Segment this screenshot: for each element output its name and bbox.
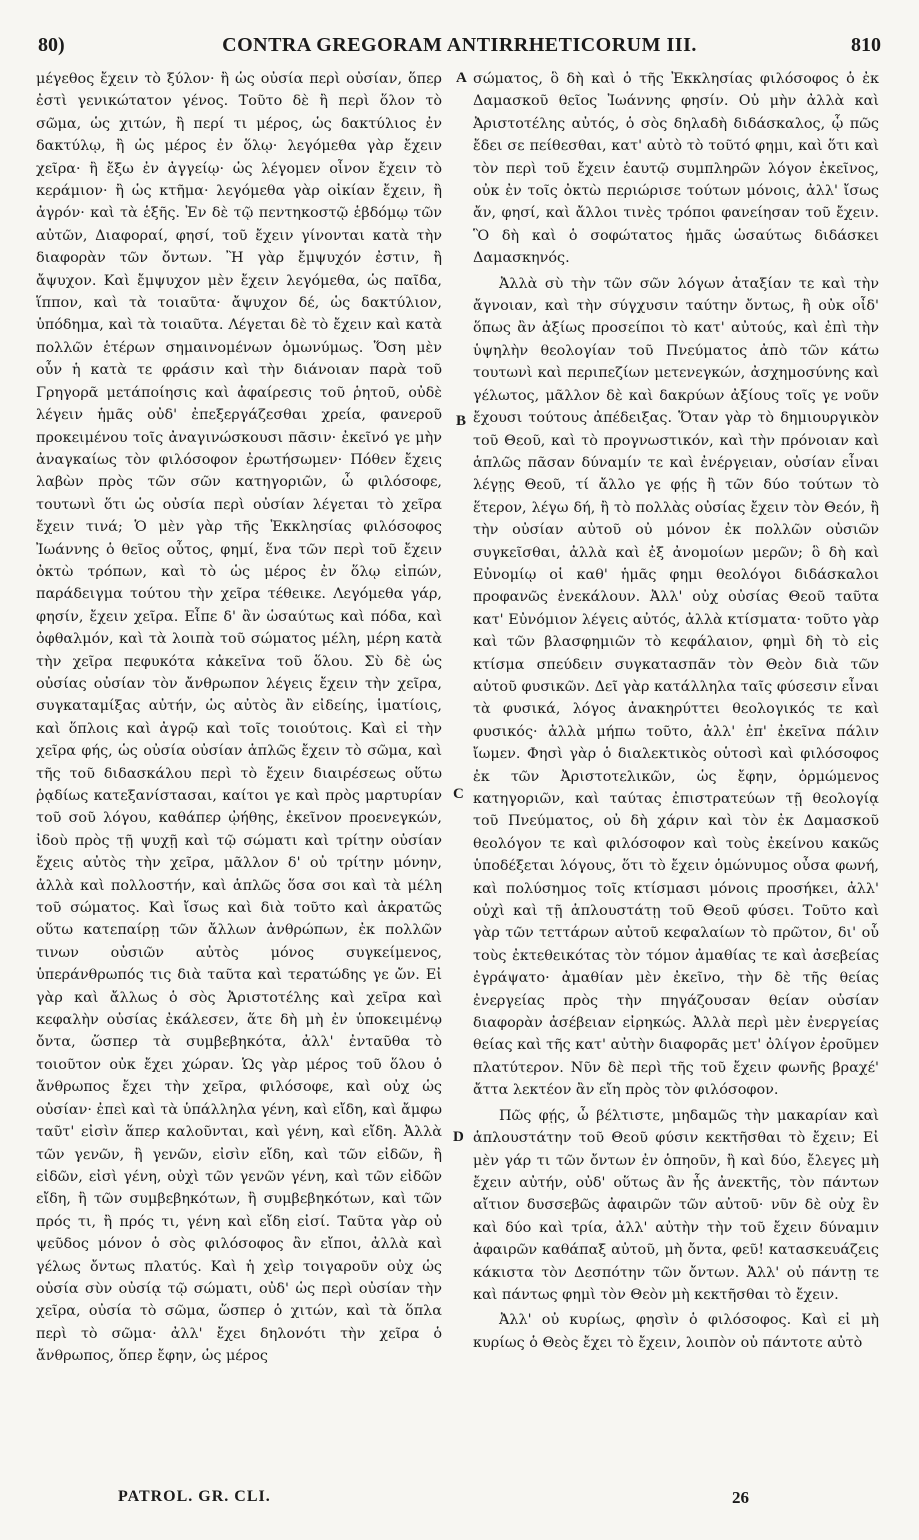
left-column — [36, 68, 442, 1472]
sheet-number: 26 — [732, 1488, 749, 1507]
left-column-text: μέγεθος ἔχειν τὸ ξύλον· ἢ ὡς οὐσία περὶ οὐσίαν, ὅπερ ἐστὶ γενικώτατον γένος. Τοῦτο δὲ ἢ περὶ ὅλον τὸ σῶμα, ὡς χιτών, ἢ περί τι μέρος, ὡς δακτύλιος ἐν δακτύλῳ, ἢ ὡς μέρος ἐν ὅλῳ· λεγόμεθα γὰρ ἔχειν χεῖρα· ἢ ἔξω ἐν ἀγγείῳ· ὡς λέγομεν οἶνον ἔχειν τὸ κεράμιον· ἢ ὡς κτῆμα· λεγόμεθα γὰρ οἰκίαν ἔχειν, ἢ ἀγρόν· καὶ τὰ ἑξῆς. Ἐν δὲ τῷ πεντηκοστῷ ἑβδόμῳ τῶν αὐτῶν, Διαφοραί, φησί, τοῦ ἔχειν γίνονται κατὰ τὴν διαφορὰν τῶν ὄντων. Ἢ γὰρ ἔμψυχόν ἐστιν, ἢ ἄψυχον. Καὶ ἔμψυχον μὲν ἔχειν λεγόμεθα, ὡς παῖδα, ἵππον, καὶ τὰ τοιαῦτα· ἄψυχον δέ, ὡς δακτύλιον, ὑπόδημα, καὶ τὰ τοιαῦτα. Λέγεται δὲ τὸ ἔχειν καὶ κατὰ πολλῶν ἑτέρων σημαινομένων ὁμωνύμως. Ὅση μὲν οὖν ἡ κατὰ τε φράσιν καὶ τὴν διάνοιαν παρὰ τοῦ Γρηγορᾶ μετάποίησις καὶ ἀφαίρεσις τοῦ ῥητοῦ, οὐδὲ λέγειν ἡμᾶς οὐδ' ἐπεξεργάζεσθαι χρεία, φανεροῦ προκειμένου τοῖς ἀναγινώσκουσι πᾶσιν· ἐκεῖνό γε μὴν ἀναγκαίως τὸν φιλόσοφον ἐρωτήσωμεν· Πόθεν ἔχεις λαβὼν πρὸς τῶν σῶν κατηγοριῶν, ὦ φιλόσοφε, τουτωνὶ ὅτι ὡς οὐσία περὶ οὐσίαν λέγεται τὸ χεῖρα ἔχειν τινά; Ὁ μὲν γὰρ τῆς Ἐκκλησίας φιλόσοφος Ἰωάννης ὁ θεῖος οὗτος, φημί, ἕνα τῶν περὶ τοῦ ἔχειν ὀκτὼ τρόπων, καὶ τὸ ὡς μέρος ἐν ὅλῳ εἰπών, παράδειγμα τούτου τὴν χεῖρα τέθεικε. Λεγόμεθα γάρ, φησίν, ἔχειν χεῖρα. Εἶπε δ' ἂν ὡσαύτως καὶ πόδα, καὶ ὀφθαλμόν, καὶ τὰ λοιπὰ τοῦ σώματος μέλη, μέρη κατὰ τὴν χεῖρα πεφυκότα κἀκεῖνα τοῦ ὅλου. Σὺ δὲ ὡς οὐσίας οὐσίαν τὸν ἄνθρωπον λέγεις ἔχειν τὴν χεῖρα, συγκαταμίξας αὐτήν, ὡς αὐτὸς ἂν εἰδείης, ἱματίοις, καὶ ὅπλοις καὶ ἀγρῷ καὶ τοῖς τοιούτοις. Καὶ εἰ τὴν χεῖρα φής, ὡς οὐσία οὐσίαν ἁπλῶς ἔχειν τὸ σῶμα, καὶ τῆς τοῦ διδασκάλου περὶ τὸ ἔχειν διαιρέσεως οὕτω ῥᾳδίως κατεξανίστασαι, καίτοι γε καὶ πρὸς μαρτυρίαν τοῦ σοῦ λόγου, καθάπερ ᾠήθης, ἐκεῖνον προενεγκών, ἰδοὺ πρὸς τῇ ψυχῇ καὶ τῷ σώματι καὶ τρίτην οὐσίαν ἔχεις αὐτὸς τὴν χεῖρα, μᾶλλον δ' οὐ τρίτην μόνην, ἀλλὰ καὶ πολλοστήν, καὶ ἁπλῶς ὅσα σοι καὶ τὰ μέλη τοῦ σώματος. Καὶ ἴσως καὶ διὰ τοῦτο καὶ ἀκρατῶς οὕτω κατεπαίρῃ τῶν ἄλλων ἀνθρώπων, ἐκ πολλῶν τινων οὐσιῶν αὐτὸς μόνος συγκείμενος, ὑπεράνθρωπός τις διὰ ταῦτα καὶ τερατώδης γε ὤν. Εἰ γὰρ καὶ ἄλλως ὁ σὸς Ἀριστοτέλης καὶ χεῖρα καὶ κεφαλὴν οὐσίας ἐκάλεσεν, ἅτε δὴ μὴ ἐν ὑποκειμένῳ ὄντα, ὥσπερ τὰ συμβεβηκότα, ἀλλ' ἐνταῦθα τὸ τοιοῦτον οὐκ ἔχει χώραν. Ὡς γὰρ μέρος τοῦ ὅλου ὁ ἄνθρωπος ἔχει τὴν χεῖρα, φιλόσοφε, καὶ οὐχ ὡς οὐσίαν· ἐπεὶ καὶ τὰ ὑπάλληλα γένη, καὶ εἴδη, καὶ ἄμφω ταῦτ' εἰσὶν ἅπερ καλοῦνται, καὶ γένη, καὶ εἴδη. Ἀλλὰ τῶν γενῶν, ἢ γενῶν, εἰσὶν εἴδη, καὶ τῶν εἰδῶν, ἢ εἰδῶν, εἰσὶ γένη, οὐχὶ τῶν γενῶν γένη, καὶ τῶν εἰδῶν εἴδη, ἢ τῶν συμβεβηκότων, ἢ συμβεβηκότων, καὶ τῶν πρός τι, ἢ πρός τι, γένη καὶ εἴδη εἰσί. Ταῦτα γὰρ οὐ ψεῦδος μόνον ὁ σὸς φιλόσοφος ἂν εἴποι, ἀλλὰ καὶ γέλως ὄντως πλατύς. Καὶ ἡ χεὶρ τοιγαροῦν οὐχ ὡς οὐσία σὺν οὐσίᾳ τῷ σώματι, οὐδ' ὡς περὶ οὐσίαν τὴν χεῖρα, οὐσία τὸ σῶμα, ὥσπερ ὁ χιτών, καὶ τὰ ὅπλα περὶ τὸ σῶμα· ἀλλ' ἔχει δηλονότι τὴν χεῖρα ὁ ἄνθρωπος, ὅπερ ἔφην, ὡς μέρος — [36, 71, 442, 1365]
margin-marker-b: B — [456, 413, 467, 429]
page-number-right: 810 — [851, 34, 881, 56]
right-column-paragraph: Ἀλλὰ σὺ τὴν τῶν σῶν λόγων ἀταξίαν τε καὶ τὴν ἄγνοιαν, καὶ τὴν σύγχυσιν ταύτην ὄντως, ἢ οὐκ οἶδ' ὅπως ἂν ἀξίως προσείποι τὸ κατ' αὐτούς, καὶ ἐπὶ τὴν ὑψηλὴν θεολογίαν τοῦ Πνεύματος ἀπὸ τῶν κάτω τουτωνὶ καὶ περιπεζίων μετενεγκών, ἀσχημοσύνης καὶ γέλωτος, μᾶλλον δὲ καὶ δακρύων ἀξίους τοῖς γε νοῦν ἔχουσι τούτους ἀπέδειξας. Ὅταν γὰρ τὸ δημιουργικὸν τοῦ Θεοῦ, καὶ τὸ προγνωστικόν, καὶ τὴν πρόνοιαν καὶ ἁπλῶς πᾶσαν δύναμίν τε καὶ ἐνέργειαν, οὐσίαν εἶναι λέγῃς Θεοῦ, τί ἄλλο γε φῄς ἢ τῶν δύο τούτων τὸ ἕτερον, λέγω δή, ἢ τὸ πολλὰς οὐσίας ἔχειν τὸν Θεόν, ἢ τὴν οὐσίαν αὐτοῦ οὐ μόνον ἐκ πολλῶν οὐσιῶν συγκεῖσθαι, ἀλλὰ καὶ ἐξ ἀνομοίων μερῶν; ὃ δὴ καὶ Εὐνομίῳ οἱ καθ' ἡμᾶς φημι θεολόγοι διδάσκαλοι προφανῶς ἐνεκάλουν. Ἀλλ' οὐχ οὐσίας Θεοῦ ταῦτα κατ' Εὐνόμιον λέγεις αὐτός, ἀλλὰ κτίσματα· τοῦτο γὰρ καὶ τῶν βλασφημιῶν τὸ κεφάλαιον, φημὶ δὴ τὸ εἰς κτίσμα σπεύδειν συγκατασπᾶν τὸν Θεὸν διὰ τῶν αὐτοῦ φυσικῶν. Δεῖ γὰρ κατάλληλα ταῖς φύσεσιν εἶναι τὰ φυσικά, λόγος ἀνακηρύττει θεολογικός τε καὶ φυσικός· ἀλλὰ μήπω τοῦτο, ἀλλ' ἐπ' ἐκεῖνα πάλιν ἴωμεν. Φησὶ γὰρ ὁ διαλεκτικὸς οὑτοσὶ καὶ φιλόσοφος ἐκ τῶν Ἀριστοτελικῶν, ὡς ἔφην, ὁρμώμενος κατηγοριῶν, καὶ ταύτας ἐπιστρατεύων τῇ θεολογίᾳ τοῦ Πνεύματος, οὐ δὴ χάριν καὶ τὸν ἐκ Δαμασκοῦ θεολόγον τε καὶ φιλόσοφον καὶ τοὺς ἐκείνου κακῶς ὑποδέξεται λόγους, ὅτι τὸ ἔχειν ὁμώνυμος οὖσα φωνή, καὶ πολύσημος τοῖς κτίσμασι μόνοις προσήκει, ἀλλ' οὐχὶ καὶ τῇ ἁπλουστάτῃ τοῦ Θεοῦ φύσει. Τοῦτο καὶ γὰρ τῶν τεττάρων αὐτοῦ κεφαλαίων τὸ πρῶτον, δι' οὗ τοὺς ἐκτεθεικότας τὸν τόμον ἀμαθίας τε καὶ ἀσεβείας ἐγράψατο· ἀμαθίαν μὲν ἐκεῖνο, τὴν δὲ τῆς θείας ἐνεργείας πρὸς τὴν πηγάζουσαν θείαν οὐσίαν διαφορὰν ἀσέβειαν εἰρηκώς. Ἀλλὰ περὶ μὲν ἐνεργείας θείας καὶ τῆς κατ' αὐτὴν διαφορᾶς μετ' ὀλίγον ἐροῦμεν πλατύτερον. Νῦν δὲ περὶ τῆς τοῦ ἔχειν φωνῆς βραχέ' ἄττα λεκτέον ἂν εἴη πρὸς τὸν φιλόσοφον. — [473, 275, 879, 1099]
margin-marker-a: A — [456, 70, 467, 86]
page-number-left: 80) — [38, 34, 65, 56]
right-column-paragraph: Ἀλλ' οὐ κυρίως, φησὶν ὁ φιλόσοφος. Καὶ εἰ μὴ κυρίως ὁ Θεὸς ἔχει τὸ ἔχειν, λοιπὸν οὐ πάντοτε αὐτὸ — [473, 1312, 879, 1351]
margin-marker-c: C — [453, 786, 464, 802]
right-column — [473, 68, 879, 1472]
right-column-paragraph: Πῶς φῄς, ὦ βέλτιστε, μηδαμῶς τὴν μακαρίαν καὶ ἁπλουστάτην τοῦ Θεοῦ φύσιν κεκτῆσθαι τὸ ἔχειν; Εἰ μὲν γάρ τι τῶν ὄντων ἐν ὁπηοῦν, ἢ καὶ δύο, ἔλεγες μὴ ἔχειν αὐτήν, οὐδ' οὕτως ἂν ἧς ἀνεκτῆς, τὸν πάντων αἴτιον δυσσεβῶς ἀφαιρῶν τῶν αὐτοῦ· νῦν δὲ οὐχ ἓν καὶ δύο καὶ τρία, ἀλλ' αὐτὴν τὴν τοῦ ἔχειν δύναμιν ἀφαιρῶν καθάπαξ αὐτοῦ, μὴ ὄντα, φεῦ! κατασκευάζεις κάκιστα τὸν Δεσπότην τῶν ὄντων. Ἀλλ' οὐ πάντῃ τε καὶ πάντως φημὶ τὸν Θεὸν μὴ κεκτῆσθαι τὸ ἔχειν. — [473, 1107, 879, 1303]
running-title: CONTRA GREGORAM ANTIRRHETICORUM III. — [222, 34, 697, 56]
volume-signature: PATROL. GR. CLI. — [118, 1488, 271, 1505]
running-header — [38, 34, 881, 64]
right-column-paragraph: σώματος, ὃ δὴ καὶ ὁ τῆς Ἐκκλησίας φιλόσοφος ὁ ἐκ Δαμασκοῦ θεῖος Ἰωάννης φησίν. Οὐ μὴν ἀλλὰ καὶ Ἀριστοτέλης αὐτός, ὁ σὸς δηλαδὴ διδάσκαλος, ᾧ πῶς ἔδει σε πείθεσθαι, κατ' αὐτὸ τὸ τοῦτό φημι, καὶ ὅτι καὶ τὸν περὶ τοῦ ἔχειν ἑαυτῷ συμπληρῶν λόγον ἐκεῖνος, οὐκ ἐν τοῖς ὀκτὼ περιώρισε τούτων μόνοις, ἀλλ' ἴσως ἄν, φησί, καὶ ἄλλοι τινὲς τρόποι φανείησαν τοῦ ἔχειν. Ὃ δὴ καὶ ὁ σοφώτατος ἡμᾶς ὡσαύτως διδάσκει Δαμασκηνός. — [473, 71, 879, 267]
margin-marker-d: D — [453, 1129, 464, 1145]
